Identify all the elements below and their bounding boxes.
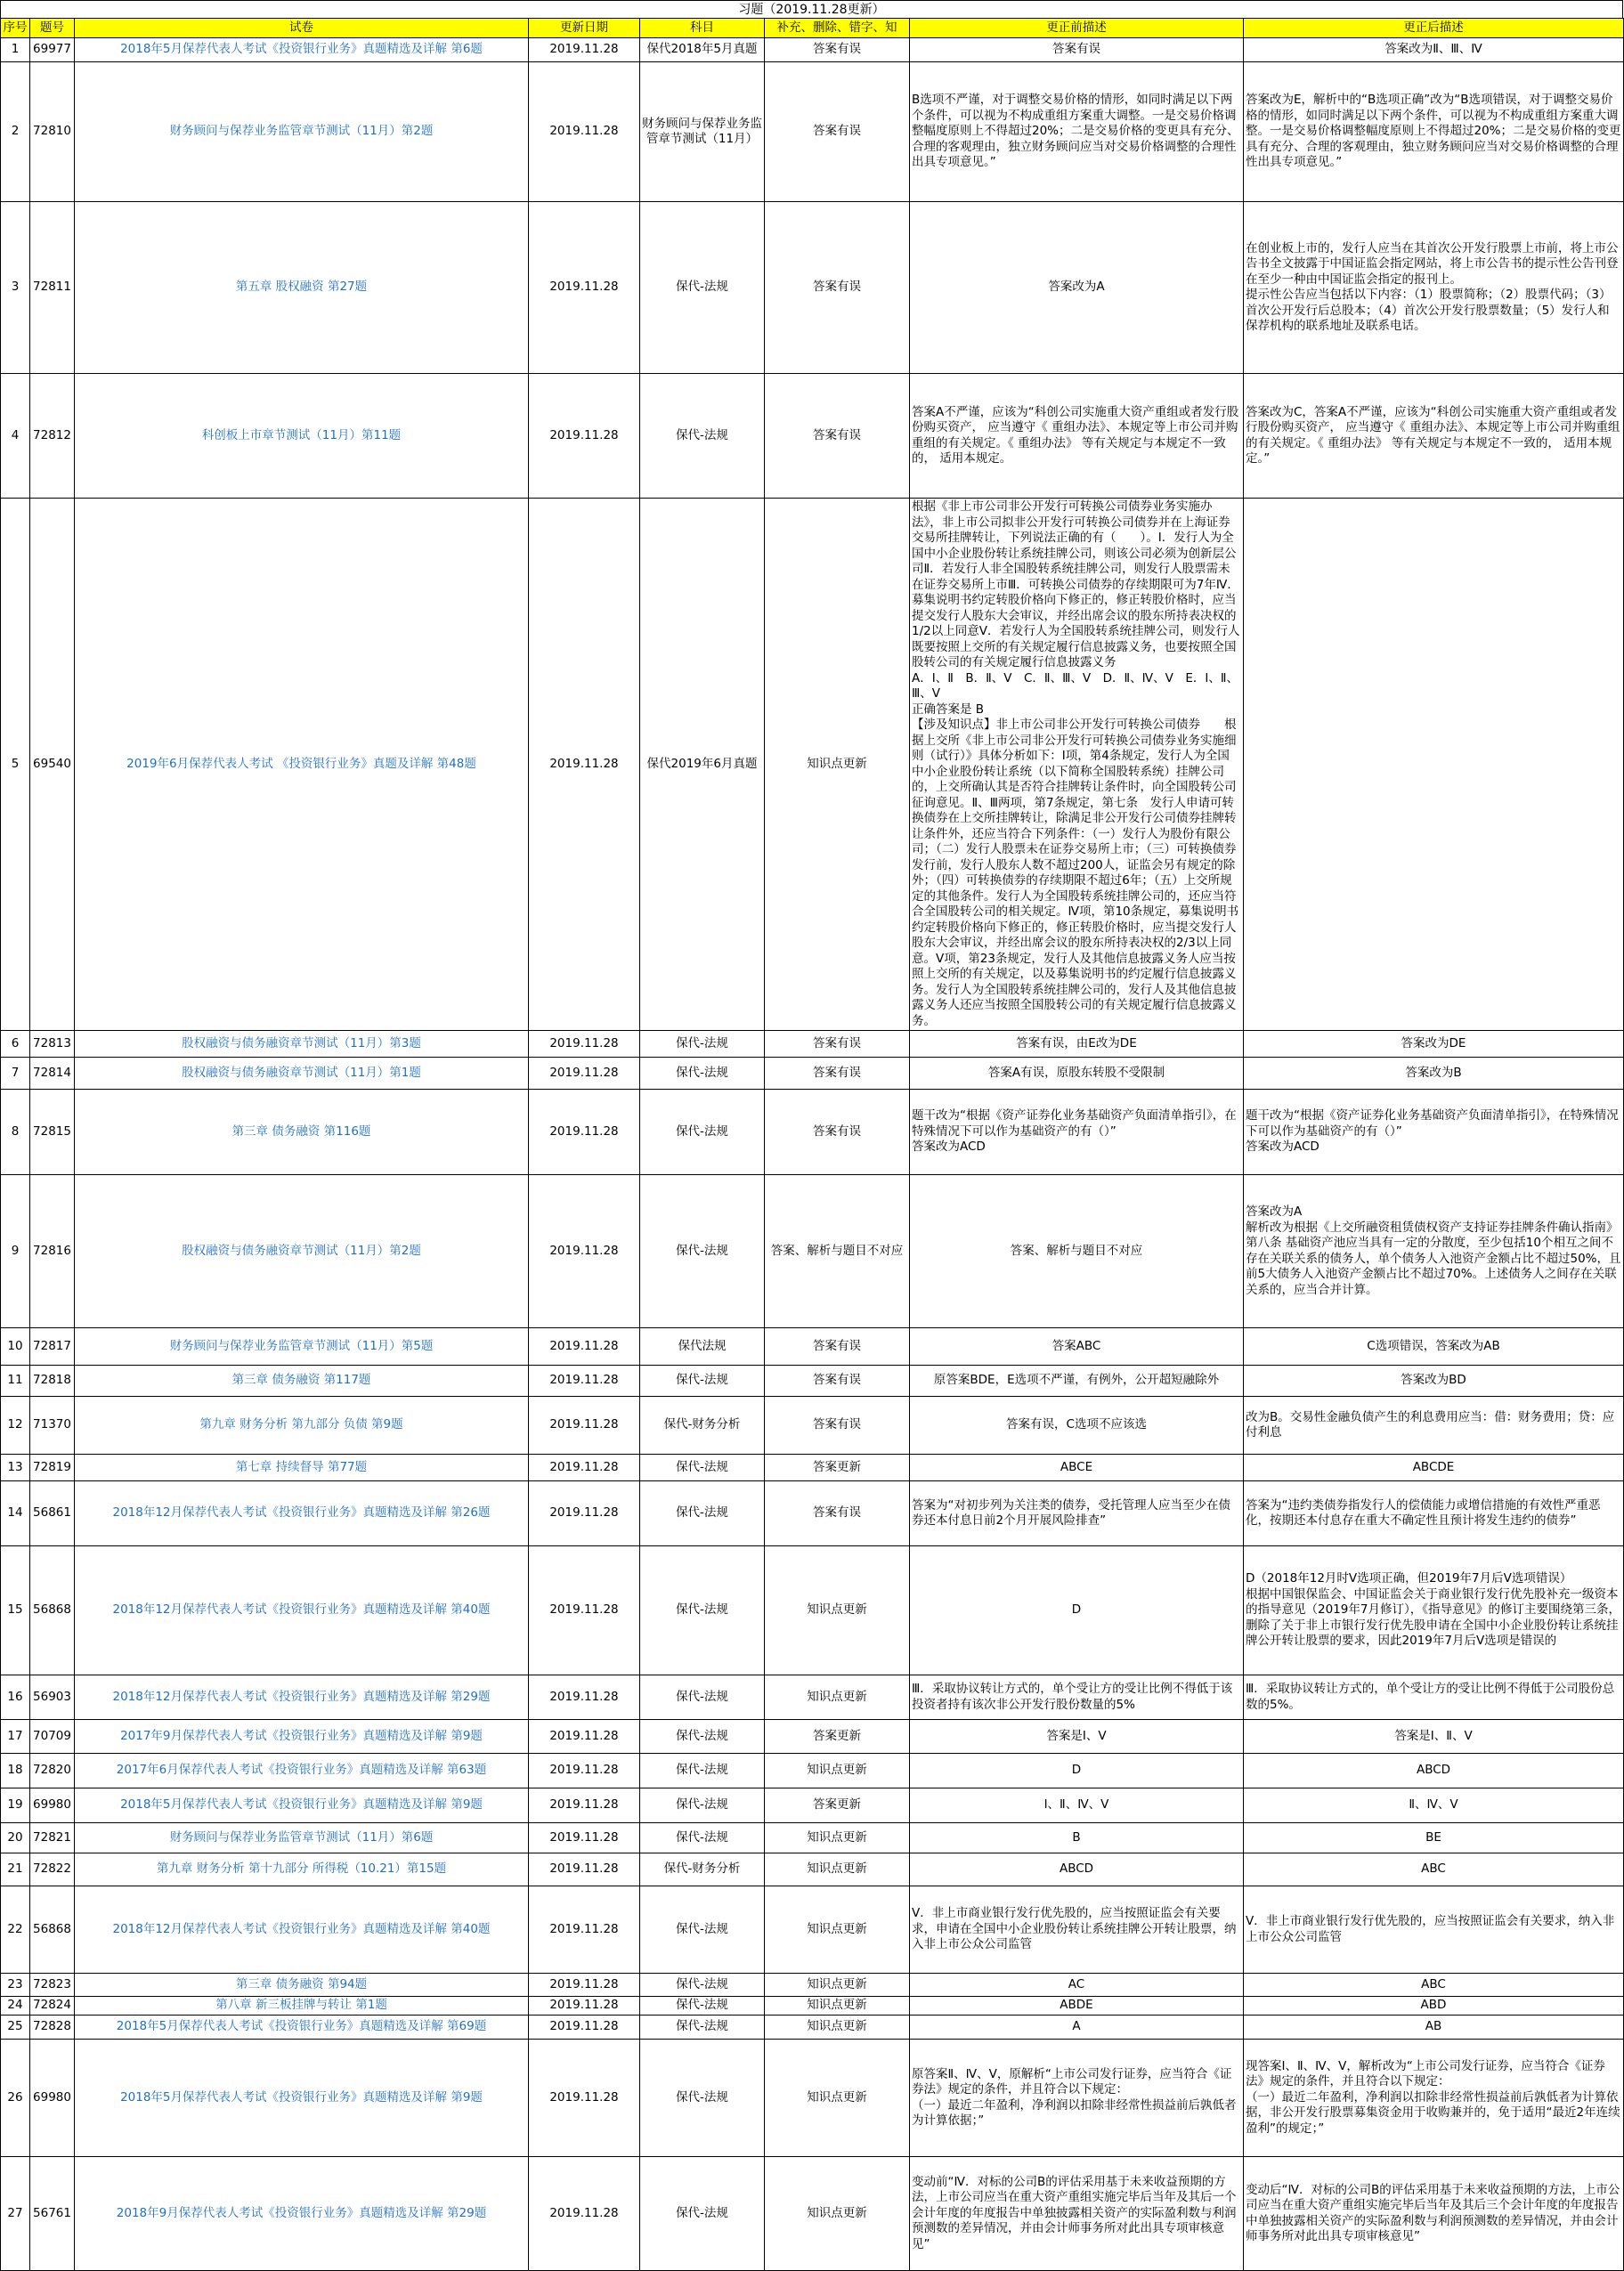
cell-type: 知识点更新 [765, 1754, 910, 1788]
cell-paper-link[interactable]: 2018年12月保荐代表人考试《投资银行业务》真题精选及详解 第40题 [75, 1546, 529, 1675]
cell-subject: 保代-法规 [640, 1974, 765, 1997]
cell-type: 知识点更新 [765, 2016, 910, 2040]
cell-before: B [910, 1823, 1244, 1853]
cell-subject: 保代-法规 [640, 2040, 765, 2157]
cell-id: 69977 [30, 38, 75, 62]
cell-subject: 保代-财务分析 [640, 1853, 765, 1886]
cell-date: 2019.11.28 [529, 1031, 640, 1058]
cell-id: 70709 [30, 1720, 75, 1754]
cell-before: 答案A不严谨，应该为“科创公司实施重大资产重组或者发行股份购买资产， 应当遵守《 重组办法》、本规定等上市公司并购重组的有关规定。《 重组办法》 等有关规定与本规定不一致的， 适用本规定。 [910, 374, 1244, 499]
cell-id: 56861 [30, 1481, 75, 1546]
cell-before: AC [910, 1974, 1244, 1997]
table-row [1, 1175, 1624, 1328]
cell-before: 答案、解析与题目不对应 [910, 1175, 1244, 1328]
table-row [1, 1886, 1624, 1974]
cell-before: 根据《非上市公司非公开发行可转换公司债券业务实施办法》，非上市公司拟非公开发行可转换公司债券并在上海证券交易所挂牌转让，下列说法正确的有（ ）。Ⅰ．发行人为全国中小企业股份转让系统挂牌公司，则该公司必须为创新层公司Ⅱ．若发行人非全国股转系统挂牌公司，则发行人股票需未在证券交易所上市Ⅲ．可转换公司债券的存续期限可为7年Ⅳ．募集说明书约定转股价格向下修正的，修正转股价格时，应当提交发行人股东大会审议，并经出席会议的股东所持表决权的1/2以上同意Ⅴ．若发行人为全国股转系统挂牌公司，则发行人既要按照上交所的有关规定履行信息披露义务，也要按照全国股转公司的有关规定履行信息披露义务 A．Ⅰ、Ⅱ B．Ⅱ、Ⅴ C．Ⅱ、Ⅲ、Ⅴ D．Ⅱ、Ⅳ、Ⅴ E．Ⅰ、Ⅱ、Ⅲ、Ⅴ 正确答案是 B 【涉及知识点】非上市公司非公开发行可转换公司债券 根据上交所《非上市公司非公开发行可转换公司债券业务实施细则（试行）》具体分析如下：Ⅰ项，第4条规定，发行人为全国中小企业股份转让系统（以下简称全国股转系统）挂牌公司的，上交所确认其是否符合挂牌转让条件时，向全国股转公司征询意见。Ⅱ、Ⅲ两项，第7条规定，第七条 发行人申请可转换债券在上交所挂牌转让，除满足非公开发行公司债券挂牌转让条件外，还应当符合下列条件：（一）发行人为股份有限公司；（二）发行人股票未在证券交易所上市；（三）可转换债券发行前，发行人股东人数不超过200人，证监会另有规定的除外；（四）可转换债券的存续期限不超过6年；（五）上交所规定的其他条件。发行人为全国股转系统挂牌公司的，还应当符合全国股转公司的相关规定。Ⅳ项，第10条规定，募集说明书约定转股价格向下修正的，修正转股价格时，应当提交发行人股东大会审议，并经出席会议的股东所持表决权的2/3以上同意。Ⅴ项，第23条规定，发行人及其他信息披露义务人应当按照上交所的有关规定，以及募集说明书的约定履行信息披露义务。发行人为全国股转系统挂牌公司的，发行人及其他信息披露义务人还应当按照全国股转公司的有关规定履行信息披露义务。 [910, 499, 1244, 1031]
cell-subject: 保代-法规 [640, 1823, 765, 1853]
cell-date: 2019.11.28 [529, 62, 640, 202]
cell-type: 知识点更新 [765, 1823, 910, 1853]
cell-no: 2 [1, 62, 30, 202]
cell-before: Ⅴ．非上市商业银行发行优先股的，应当按照证监会有关要求，申请在全国中小企业股份转让系统挂牌公开转让股票，纳入非上市公众公司监管 [910, 1886, 1244, 1974]
table-row [1, 1853, 1624, 1886]
cell-date: 2019.11.28 [529, 374, 640, 499]
cell-after: ABC [1244, 1974, 1624, 1997]
cell-type: 答案有误 [765, 1031, 910, 1058]
cell-after: 答案改为DE [1244, 1031, 1624, 1058]
cell-subject: 保代2019年6月真题 [640, 499, 765, 1031]
table-row [1, 2016, 1624, 2040]
cell-no: 4 [1, 374, 30, 499]
cell-no: 17 [1, 1720, 30, 1754]
header-row [1, 19, 1624, 38]
cell-after: ABCDE [1244, 1455, 1624, 1481]
cell-after: 答案为“违约类债券指发行人的偿债能力或增信措施的有效性严重恶化，按期还本付息存在重大不确定性且预计将发生违约的债券” [1244, 1481, 1624, 1546]
cell-after: 在创业板上市的，发行人应当在其首次公开发行股票上市前，将上市公告书全文披露于中国证监会指定网站，将上市公告书的提示性公告刊登在至少一种由中国证监会指定的报刊上。 提示性公告应当包括以下内容：（1）股票简称；（2）股票代码；（3）首次公开发行后总股本；（4）首次公开发行股票数量；（5）发行人和保荐机构的联系地址及联系电话。 [1244, 202, 1624, 374]
cell-before: 答案A有误，原股东转股不受限制 [910, 1058, 1244, 1090]
cell-date: 2019.11.28 [529, 1788, 640, 1823]
cell-id: 56868 [30, 1886, 75, 1974]
cell-id: 69540 [30, 499, 75, 1031]
cell-type: 知识点更新 [765, 1974, 910, 1997]
cell-date: 2019.11.28 [529, 1175, 640, 1328]
cell-paper-link[interactable]: 2018年12月保荐代表人考试《投资银行业务》真题精选及详解 第26题 [75, 1481, 529, 1546]
cell-paper-link[interactable]: 2018年9月保荐代表人考试《投资银行业务》真题精选及详解 第29题 [75, 2157, 529, 2271]
cell-subject: 保代法规 [640, 1328, 765, 1366]
cell-subject: 保代2018年5月真题 [640, 38, 765, 62]
cell-paper-link[interactable]: 第九章 财务分析 第十九部分 所得税（10.21）第15题 [75, 1853, 529, 1886]
cell-date: 2019.11.28 [529, 1886, 640, 1974]
cell-date: 2019.11.28 [529, 2040, 640, 2157]
cell-before: D [910, 1546, 1244, 1675]
header-subject: 科目 [640, 19, 765, 38]
cell-date: 2019.11.28 [529, 1675, 640, 1720]
cell-date: 2019.11.28 [529, 38, 640, 62]
header-paper: 试卷 [75, 19, 529, 38]
cell-id: 69980 [30, 2040, 75, 2157]
cell-subject: 保代-法规 [640, 1997, 765, 2016]
cell-date: 2019.11.28 [529, 1090, 640, 1175]
cell-paper-link[interactable]: 第三章 债务融资 第94题 [75, 1974, 529, 1997]
cell-before: 变动前“Ⅳ．对标的公司B的评估采用基于未来收益预期的方法，上市公司应当在重大资产重组实施完毕后当年及其后一个会计年度的年度报告中单独披露相关资产的实际盈利数与利润预测数的差异情况，并由会计师事务所对此出具专项审核意见” [910, 2157, 1244, 2271]
cell-subject: 保代-法规 [640, 1090, 765, 1175]
cell-id: 72828 [30, 2016, 75, 2040]
cell-before: 答案有误 [910, 38, 1244, 62]
cell-id: 72816 [30, 1175, 75, 1328]
header-date: 更新日期 [529, 19, 640, 38]
cell-before: 原答案BDE，E选项不严谨，有例外，公开超短融除外 [910, 1366, 1244, 1397]
table-row [1, 1328, 1624, 1366]
table-row [1, 1366, 1624, 1397]
cell-no: 24 [1, 1997, 30, 2016]
cell-after: Ⅴ．非上市商业银行发行优先股的，应当按照证监会有关要求，纳入非上市公众公司监管 [1244, 1886, 1624, 1974]
cell-type: 答案、解析与题目不对应 [765, 1175, 910, 1328]
cell-after: 答案改为E，解析中的“B选项正确”改为“B选项错误，对于调整交易价格的情形，如同时满足以下两个条件，可以视为不构成重组方案重大调整。一是交易价格调整幅度原则上不得超过20%；二是交易价格的变更具有充分、合理的客观理由，独立财务顾问应当对交易价格调整的合理性出具专项意见。” [1244, 62, 1624, 202]
cell-type: 答案有误 [765, 374, 910, 499]
cell-before: Ⅲ．采取协议转让方式的，单个受让方的受让比例不得低于该投资者持有该次非公开发行股份数量的5% [910, 1675, 1244, 1720]
cell-date: 2019.11.28 [529, 499, 640, 1031]
cell-date: 2019.11.28 [529, 1397, 640, 1455]
cell-paper-link[interactable]: 财务顾问与保荐业务监管章节测试（11月）第2题 [75, 62, 529, 202]
cell-type: 知识点更新 [765, 1853, 910, 1886]
cell-no: 5 [1, 499, 30, 1031]
cell-no: 6 [1, 1031, 30, 1058]
cell-before: A [910, 2016, 1244, 2040]
cell-subject: 保代-法规 [640, 2157, 765, 2271]
cell-subject: 保代-法规 [640, 1720, 765, 1754]
cell-before: 答案改为A [910, 202, 1244, 374]
cell-paper-link[interactable]: 2018年5月保荐代表人考试《投资银行业务》真题精选及详解 第6题 [75, 38, 529, 62]
cell-type: 知识点更新 [765, 499, 910, 1031]
cell-id: 72810 [30, 62, 75, 202]
cell-before: D [910, 1754, 1244, 1788]
cell-after: 答案是Ⅰ、Ⅱ、Ⅴ [1244, 1720, 1624, 1754]
table-row [1, 2157, 1624, 2271]
cell-type: 答案有误 [765, 1328, 910, 1366]
cell-subject: 保代-法规 [640, 202, 765, 374]
cell-date: 2019.11.28 [529, 1720, 640, 1754]
cell-type: 知识点更新 [765, 2157, 910, 2271]
cell-id: 72811 [30, 202, 75, 374]
table-row [1, 1455, 1624, 1481]
table-row [1, 1031, 1624, 1058]
table-row [1, 1754, 1624, 1788]
cell-after: ABC [1244, 1853, 1624, 1886]
cell-id: 69980 [30, 1788, 75, 1823]
cell-after: ABD [1244, 1997, 1624, 2016]
cell-no: 26 [1, 2040, 30, 2157]
cell-before: B选项不严谨，对于调整交易价格的情形，如同时满足以下两个条件，可以视为不构成重组方案重大调整。一是交易价格调整幅度原则上不得超过20%；二是交易价格的变更具有充分、合理的客观理由，独立财务顾问应当对交易价格调整的合理性出具专项意见。” [910, 62, 1244, 202]
cell-type: 答案更新 [765, 1788, 910, 1823]
cell-id: 72824 [30, 1997, 75, 2016]
header-type: 补充、删除、错字、知 [765, 19, 910, 38]
cell-paper-link[interactable]: 科创板上市章节测试（11月）第11题 [75, 374, 529, 499]
cell-id: 72813 [30, 1031, 75, 1058]
sheet-title: 习题（2019.11.28更新） [0, 0, 1623, 18]
cell-paper-link[interactable]: 股权融资与债务融资章节测试（11月）第3题 [75, 1031, 529, 1058]
cell-no: 12 [1, 1397, 30, 1455]
cell-type: 答案有误 [765, 1090, 910, 1175]
cell-paper-link[interactable]: 财务顾问与保荐业务监管章节测试（11月）第6题 [75, 1823, 529, 1853]
cell-no: 14 [1, 1481, 30, 1546]
cell-after: 答案改为Ⅱ、Ⅲ、Ⅳ [1244, 38, 1624, 62]
cell-id: 72812 [30, 374, 75, 499]
cell-paper-link[interactable]: 2018年5月保荐代表人考试《投资银行业务》真题精选及详解 第69题 [75, 2016, 529, 2040]
cell-date: 2019.11.28 [529, 1997, 640, 2016]
cell-type: 答案有误 [765, 1366, 910, 1397]
cell-paper-link[interactable]: 第三章 债务融资 第116题 [75, 1090, 529, 1175]
table-row [1, 1090, 1624, 1175]
cell-id: 71370 [30, 1397, 75, 1455]
cell-no: 9 [1, 1175, 30, 1328]
cell-id: 56868 [30, 1546, 75, 1675]
cell-type: 答案有误 [765, 1058, 910, 1090]
cell-before: 答案为“对初步列为关注类的债券，受托管理人应当至少在债券还本付息日前2个月开展风险排查” [910, 1481, 1244, 1546]
table-row [1, 1546, 1624, 1675]
cell-type: 知识点更新 [765, 1997, 910, 2016]
cell-subject: 保代-法规 [640, 1481, 765, 1546]
cell-no: 19 [1, 1788, 30, 1823]
table-row [1, 62, 1624, 202]
table-row [1, 1675, 1624, 1720]
cell-no: 23 [1, 1974, 30, 1997]
cell-paper-link[interactable]: 股权融资与债务融资章节测试（11月）第2题 [75, 1175, 529, 1328]
cell-paper-link[interactable]: 2017年9月保荐代表人考试《投资银行业务》真题精选及详解 第9题 [75, 1720, 529, 1754]
cell-paper-link[interactable]: 财务顾问与保荐业务监管章节测试（11月）第5题 [75, 1328, 529, 1366]
cell-after: D（2018年12月时V选项正确，但2019年7月后V选项错误） 根据中国银保监会、中国证监会关于商业银行发行优先股补充一级资本的指导意见（2019年7月修订），《指导意见》的修订主要围绕第三条，删除了关于非上市银行发行优先股申请在全国中小企业股份转让系统挂牌公开转让股票的要求，因此2019年7月后V选项是错误的 [1244, 1546, 1624, 1675]
cell-paper-link[interactable]: 2017年6月保荐代表人考试《投资银行业务》真题精选及详解 第63题 [75, 1754, 529, 1788]
cell-no: 20 [1, 1823, 30, 1853]
cell-before: 题干改为“根据《资产证券化业务基础资产负面清单指引》，在特殊情况下可以作为基础资产的有（）” 答案改为ACD [910, 1090, 1244, 1175]
cell-date: 2019.11.28 [529, 2157, 640, 2271]
cell-no: 7 [1, 1058, 30, 1090]
cell-paper-link[interactable]: 2018年12月保荐代表人考试《投资银行业务》真题精选及详解 第29题 [75, 1675, 529, 1720]
cell-no: 22 [1, 1886, 30, 1974]
cell-no: 25 [1, 2016, 30, 2040]
header-no: 序号 [1, 19, 30, 38]
table-row [1, 499, 1624, 1031]
cell-after: 改为B。交易性金融负债产生的利息费用应当：借：财务费用；贷：应付利息 [1244, 1397, 1624, 1455]
table-row [1, 38, 1624, 62]
cell-paper-link[interactable]: 第九章 财务分析 第九部分 负债 第9题 [75, 1397, 529, 1455]
cell-no: 16 [1, 1675, 30, 1720]
cell-id: 72823 [30, 1974, 75, 1997]
cell-after: 现答案Ⅰ、Ⅱ、Ⅳ、Ⅴ，解析改为“上市公司发行证券，应当符合《证券法》规定的条件，并且符合以下规定： （一）最近二年盈利，净利润以扣除非经常性损益前后孰低者为计算依据，非公开发行股票募集资金用于收购兼并的，免于适用“最近2年连续盈利”的规定；” [1244, 2040, 1624, 2157]
cell-type: 答案更新 [765, 1720, 910, 1754]
table-row [1, 1974, 1624, 1997]
cell-no: 10 [1, 1328, 30, 1366]
cell-date: 2019.11.28 [529, 1754, 640, 1788]
cell-id: 72814 [30, 1058, 75, 1090]
cell-subject: 财务顾问与保荐业务监管章节测试（11月） [640, 62, 765, 202]
cell-date: 2019.11.28 [529, 1328, 640, 1366]
cell-id: 72820 [30, 1754, 75, 1788]
cell-id: 56903 [30, 1675, 75, 1720]
cell-date: 2019.11.28 [529, 1058, 640, 1090]
cell-subject: 保代-法规 [640, 1031, 765, 1058]
cell-subject: 保代-法规 [640, 1754, 765, 1788]
cell-subject: 保代-法规 [640, 1366, 765, 1397]
table-row [1, 1997, 1624, 2016]
cell-no: 8 [1, 1090, 30, 1175]
cell-paper-link[interactable]: 2019年6月保荐代表人考试 《投资银行业务》真题及详解 第48题 [75, 499, 529, 1031]
cell-before: 答案有误，C选项不应该选 [910, 1397, 1244, 1455]
cell-after: Ⅱ、Ⅳ、Ⅴ [1244, 1788, 1624, 1823]
cell-after: 答案改为BD [1244, 1366, 1624, 1397]
cell-after: 题干改为“根据《资产证券化业务基础资产负面清单指引》，在特殊情况下可以作为基础资产的有（）” 答案改为ACD [1244, 1090, 1624, 1175]
cell-type: 知识点更新 [765, 1675, 910, 1720]
cell-before: ABDE [910, 1997, 1244, 2016]
corrections-table [0, 18, 1624, 2271]
cell-after: AB [1244, 2016, 1624, 2040]
cell-subject: 保代-法规 [640, 1675, 765, 1720]
cell-after: C选项错误，答案改为AB [1244, 1328, 1624, 1366]
cell-subject: 保代-法规 [640, 2016, 765, 2040]
cell-no: 21 [1, 1853, 30, 1886]
cell-after: Ⅲ．采取协议转让方式的，单个受让方的受让比例不得低于公司股份总数的5%。 [1244, 1675, 1624, 1720]
cell-before: 答案有误，由E改为DE [910, 1031, 1244, 1058]
cell-date: 2019.11.28 [529, 202, 640, 374]
cell-subject: 保代-法规 [640, 1058, 765, 1090]
cell-type: 知识点更新 [765, 1546, 910, 1675]
cell-before: 答案ABC [910, 1328, 1244, 1366]
cell-date: 2019.11.28 [529, 1974, 640, 1997]
table-row [1, 1823, 1624, 1853]
table-row [1, 1788, 1624, 1823]
cell-after: 答案改为C，答案A不严谨，应该为“科创公司实施重大资产重组或者发行股份购买资产， 应当遵守《 重组办法》、本规定等上市公司并购重组的有关规定。《 重组办法》 等有关规定与本规定不一致的， 适用本规定。” [1244, 374, 1624, 499]
cell-type: 答案有误 [765, 202, 910, 374]
cell-paper-link[interactable]: 第三章 债务融资 第117题 [75, 1366, 529, 1397]
header-before: 更正前描述 [910, 19, 1244, 38]
table-row [1, 374, 1624, 499]
table-row [1, 1058, 1624, 1090]
cell-after: ABCD [1244, 1754, 1624, 1788]
cell-date: 2019.11.28 [529, 1546, 640, 1675]
cell-after: BE [1244, 1823, 1624, 1853]
cell-id: 72815 [30, 1090, 75, 1175]
table-body [1, 38, 1624, 2271]
table-row [1, 202, 1624, 374]
cell-before: 原答案Ⅱ、Ⅳ、Ⅴ，原解析“上市公司发行证券，应当符合《证券法》规定的条件，并且符合以下规定： （一）最近二年盈利，净利润以扣除非经常性损益前后孰低者为计算依据；” [910, 2040, 1244, 2157]
cell-no: 18 [1, 1754, 30, 1788]
cell-before: ABCE [910, 1455, 1244, 1481]
table-row [1, 1481, 1624, 1546]
cell-paper-link[interactable]: 第七章 持续督导 第77题 [75, 1455, 529, 1481]
cell-no: 3 [1, 202, 30, 374]
cell-subject: 保代-法规 [640, 1455, 765, 1481]
cell-subject: 保代-法规 [640, 1788, 765, 1823]
cell-type: 答案有误 [765, 38, 910, 62]
cell-paper-link[interactable]: 第八章 新三板挂牌与转让 第1题 [75, 1997, 529, 2016]
cell-no: 11 [1, 1366, 30, 1397]
cell-before: Ⅰ、Ⅱ、Ⅳ、Ⅴ [910, 1788, 1244, 1823]
cell-before: 答案是Ⅰ、Ⅴ [910, 1720, 1244, 1754]
header-after: 更正后描述 [1244, 19, 1624, 38]
cell-type: 知识点更新 [765, 1886, 910, 1974]
cell-type: 答案更新 [765, 1455, 910, 1481]
cell-after: 答案改为A 解析改为根据《上交所融资租赁债权资产支持证券挂牌条件确认指南》 第八条 基础资产池应当具有一定的分散度，至少包括10个相互之间不存在关联关系的债务人，单个债务人入池资产金额占比不超过50%，且前5大债务人入池资产金额占比不超过70%。上述债务人之间存在关联关系的，应当合并计算。 [1244, 1175, 1624, 1328]
table-row [1, 2040, 1624, 2157]
cell-date: 2019.11.28 [529, 1481, 640, 1546]
cell-id: 56761 [30, 2157, 75, 2271]
cell-paper-link[interactable]: 2018年5月保荐代表人考试《投资银行业务》真题精选及详解 第9题 [75, 2040, 529, 2157]
cell-date: 2019.11.28 [529, 1455, 640, 1481]
cell-type: 答案有误 [765, 62, 910, 202]
cell-paper-link[interactable]: 第五章 股权融资 第27题 [75, 202, 529, 374]
cell-paper-link[interactable]: 股权融资与债务融资章节测试（11月）第1题 [75, 1058, 529, 1090]
cell-paper-link[interactable]: 2018年5月保荐代表人考试《投资银行业务》真题精选及详解 第9题 [75, 1788, 529, 1823]
header-id: 题号 [30, 19, 75, 38]
cell-date: 2019.11.28 [529, 1853, 640, 1886]
cell-date: 2019.11.28 [529, 2016, 640, 2040]
cell-no: 15 [1, 1546, 30, 1675]
cell-id: 72818 [30, 1366, 75, 1397]
cell-no: 1 [1, 38, 30, 62]
cell-subject: 保代-财务分析 [640, 1397, 765, 1455]
cell-subject: 保代-法规 [640, 1886, 765, 1974]
cell-no: 13 [1, 1455, 30, 1481]
cell-after: 答案改为B [1244, 1058, 1624, 1090]
cell-id: 72817 [30, 1328, 75, 1366]
cell-date: 2019.11.28 [529, 1366, 640, 1397]
cell-id: 72821 [30, 1823, 75, 1853]
cell-paper-link[interactable]: 2018年12月保荐代表人考试《投资银行业务》真题精选及详解 第40题 [75, 1886, 529, 1974]
cell-type: 知识点更新 [765, 2040, 910, 2157]
cell-no: 27 [1, 2157, 30, 2271]
cell-before: ABCD [910, 1853, 1244, 1886]
table-row [1, 1720, 1624, 1754]
cell-id: 72822 [30, 1853, 75, 1886]
cell-type: 答案有误 [765, 1481, 910, 1546]
cell-date: 2019.11.28 [529, 1823, 640, 1853]
cell-after: 变动后“Ⅳ．对标的公司B的评估采用基于未来收益预期的方法，上市公司应当在重大资产重组实施完毕后当年及其后三个会计年度的年度报告中单独披露相关资产的实际盈利数与利润预测数的差异情况，并由会计师事务所对此出具专项审核意见” [1244, 2157, 1624, 2271]
cell-type: 答案有误 [765, 1397, 910, 1455]
cell-after [1244, 499, 1624, 1031]
cell-subject: 保代-法规 [640, 1175, 765, 1328]
cell-id: 72819 [30, 1455, 75, 1481]
table-row [1, 1397, 1624, 1455]
cell-subject: 保代-法规 [640, 1546, 765, 1675]
cell-subject: 保代-法规 [640, 374, 765, 499]
